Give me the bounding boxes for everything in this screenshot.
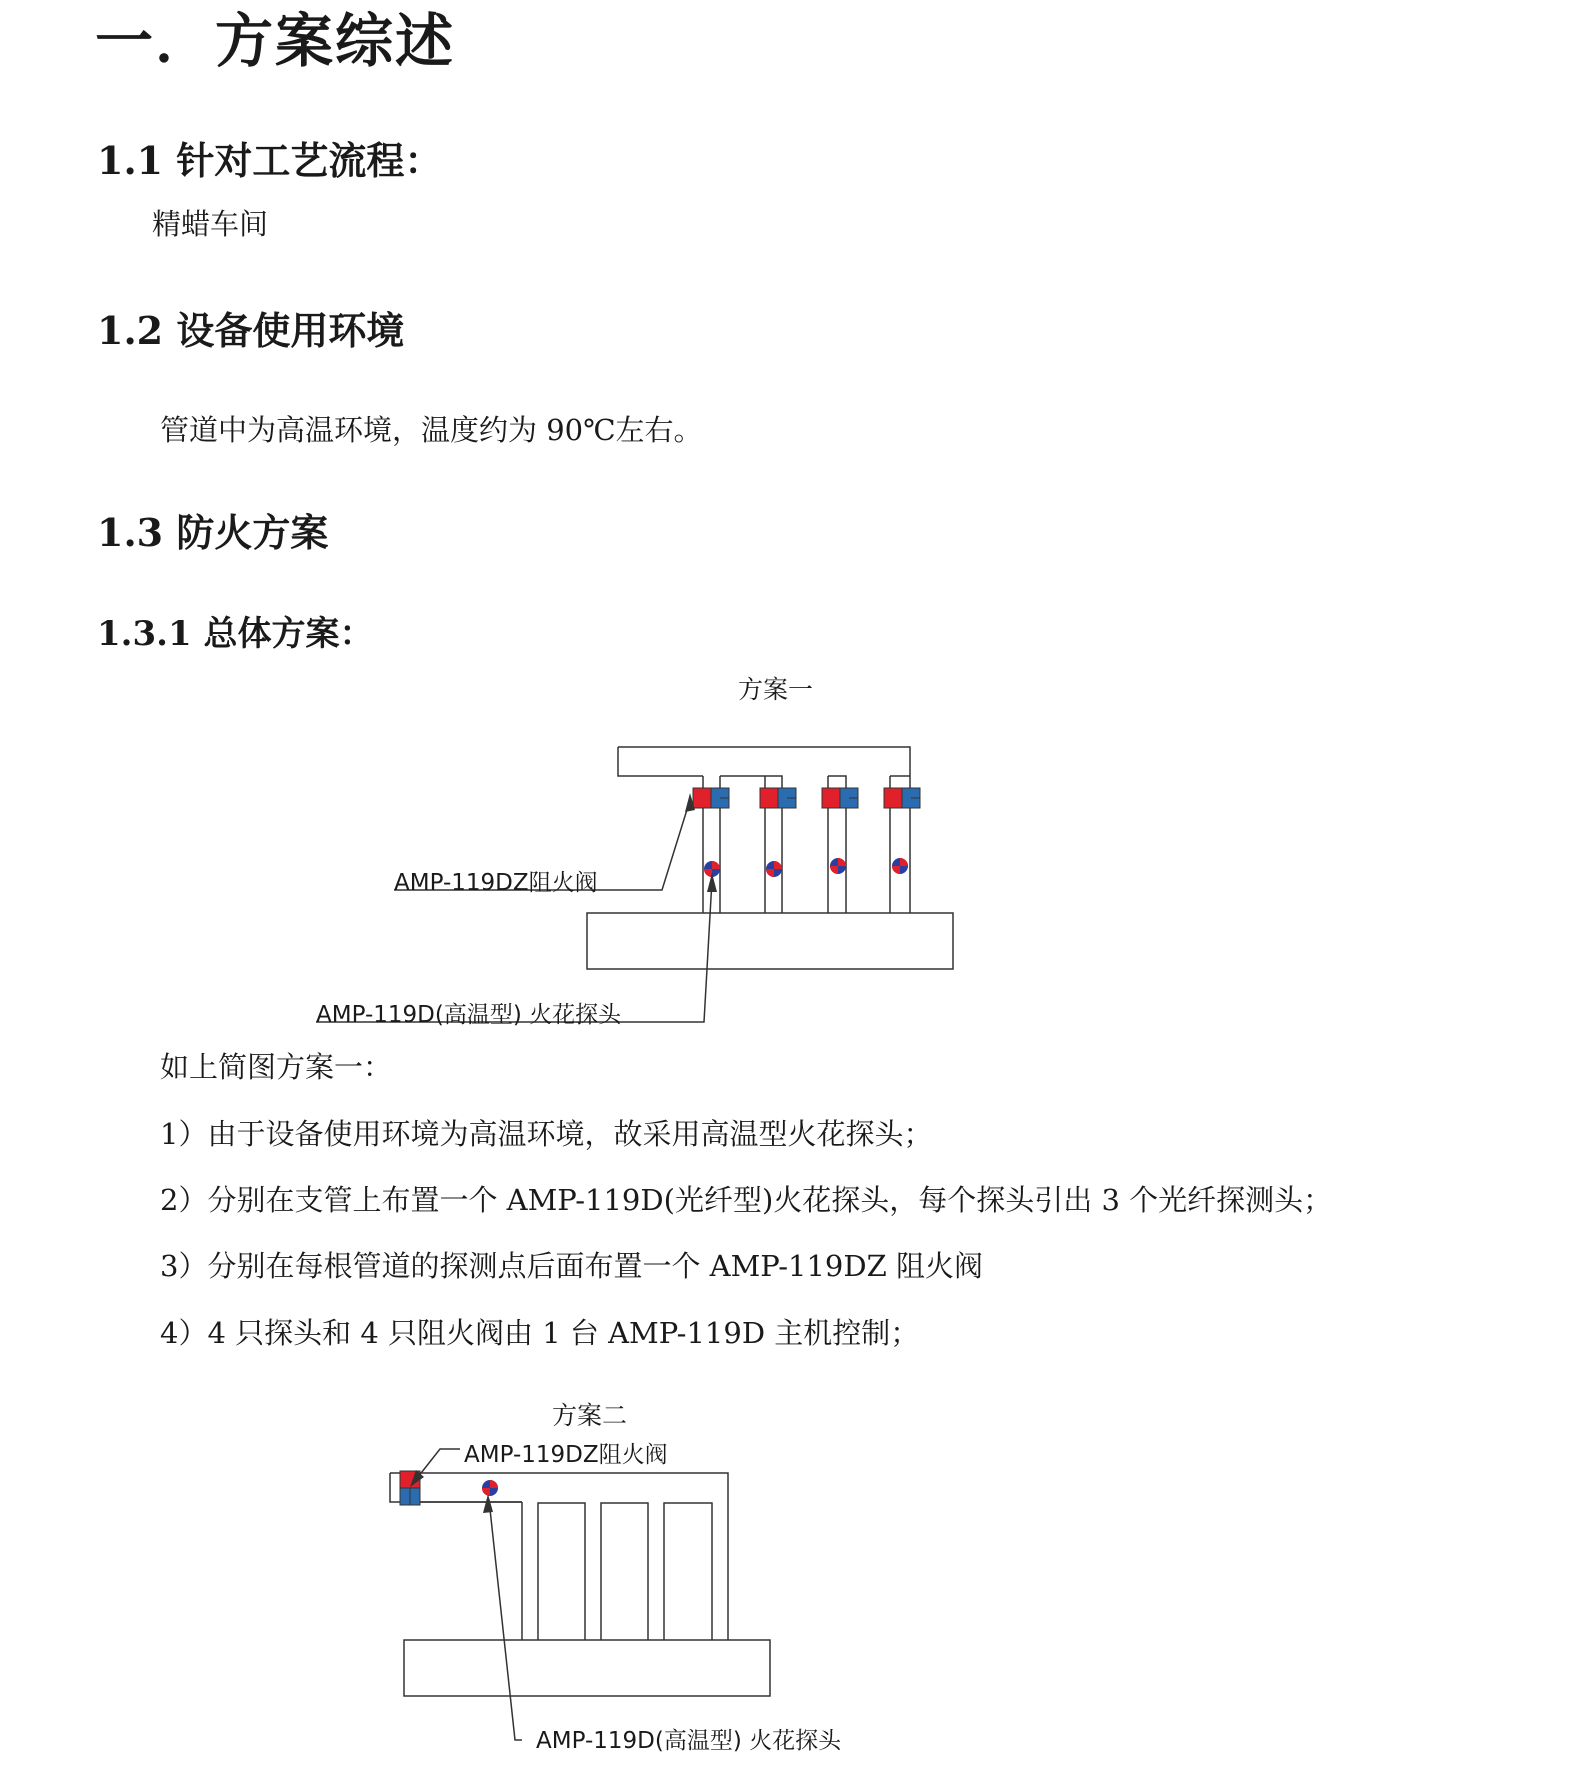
scheme-one-caption: 方案一 (738, 675, 814, 704)
scheme-two-caption: 方案二 (552, 1401, 628, 1430)
section-1-3-1-title: 1.3.1 总体方案： (97, 614, 374, 654)
scheme-two-detector-leader (489, 1500, 522, 1740)
section-1-2-title: 1.2 设备使用环境 (97, 308, 405, 353)
scheme-one-valve-label: AMP-119DZ阻火阀 (394, 870, 598, 896)
description-intro: 如上简图方案一： (160, 1050, 393, 1084)
section-1-2-content: 管道中为高温环境，温度约为 90℃左右。 (160, 413, 703, 447)
section-1-1-title: 1.1 针对工艺流程： (97, 138, 443, 183)
scheme-two-detector-label: AMP-119D(高温型) 火花探头 (536, 1728, 842, 1754)
scheme-two-serpentine (522, 1502, 712, 1640)
scheme-two-top-pipe (390, 1473, 728, 1640)
description-item-2: 2）分别在支管上布置一个 AMP-119D(光纤型)火花探头，每个探头引出 3 个光纤探测头； (160, 1183, 1333, 1217)
description-item-1: 1）由于设备使用环境为高温环境，故采用高温型火花探头； (160, 1117, 933, 1151)
scheme-one-detector-label: AMP-119D(高温型) 火花探头 (316, 1002, 622, 1028)
section-1-3-title: 1.3 防火方案 (97, 510, 329, 555)
description-item-4: 4）4 只探头和 4 只阻火阀由 1 台 AMP-119D 主机控制； (160, 1316, 920, 1350)
scheme-two-base (404, 1640, 770, 1696)
scheme-two-valve-label: AMP-119DZ阻火阀 (464, 1442, 668, 1468)
scheme-two-detector (482, 1480, 498, 1496)
description-item-3: 3）分别在每根管道的探测点后面布置一个 AMP-119DZ 阻火阀 (160, 1249, 984, 1283)
page-heading: 一．方案综述 (95, 7, 456, 75)
section-1-1-content: 精蜡车间 (152, 207, 269, 241)
